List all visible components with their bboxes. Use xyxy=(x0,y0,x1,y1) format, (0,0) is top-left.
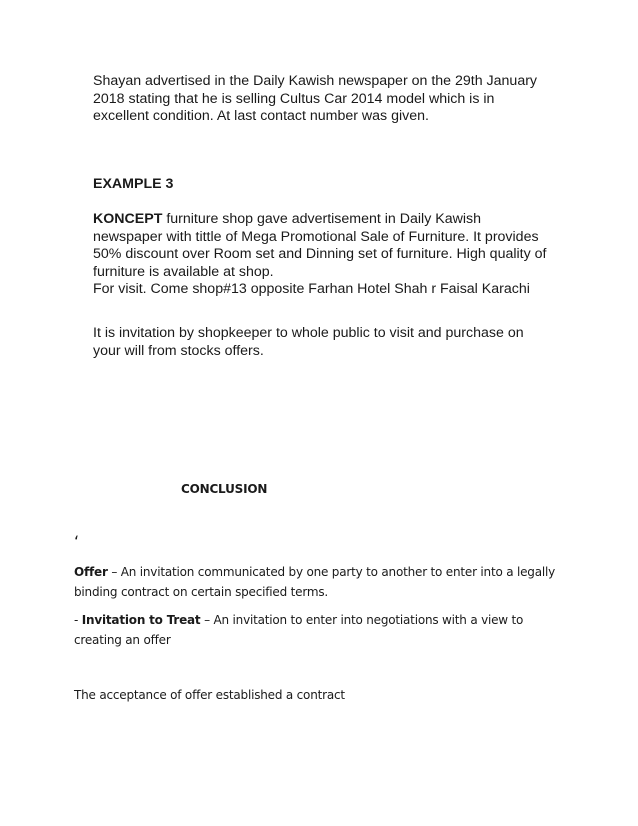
example-3-heading xyxy=(93,176,173,194)
text-line: For visit. Come shop#13 opposite Farhan Hotel Shah r Faisal Karachi xyxy=(93,281,530,297)
text-line: binding contract on certain specified terms. xyxy=(74,585,329,599)
text-line: It is invitation by shopkeeper to whole public to visit and purchase on xyxy=(93,325,524,341)
stray-quote-mark: ‘ xyxy=(74,532,79,551)
invitation-to-treat-term: Invitation to Treat xyxy=(81,613,201,627)
paragraph-shayan-advert xyxy=(93,73,537,126)
text-fragment: – An invitation to enter into negotiations with a view to xyxy=(200,613,524,627)
text-line xyxy=(74,562,555,582)
text-line: your will from stocks offers. xyxy=(93,342,264,359)
text-line: 50% discount over Room set and Dinning set of furniture. High quality of xyxy=(93,246,547,262)
heading-text: EXAMPLE 3 xyxy=(93,176,174,192)
offer-term: Offer xyxy=(74,565,108,579)
text-line xyxy=(74,610,523,630)
text-line xyxy=(93,211,546,229)
heading-text: CONCLUSION xyxy=(181,482,268,496)
conclusion-heading xyxy=(181,479,267,499)
dash-prefix: - xyxy=(74,613,82,627)
text-line: furniture is available at shop. xyxy=(93,263,274,280)
text-fragment: furniture shop gave advertisement in Daily Kawish xyxy=(162,211,481,227)
final-sentence: The acceptance of offer established a contract xyxy=(74,688,345,702)
koncept-bold: KONCEPT xyxy=(93,211,163,227)
text-line: newspaper with tittle of Mega Promotional Sale of Furniture. It provides xyxy=(93,228,539,245)
text-fragment: – An invitation communicated by one party to another to enter into a legally xyxy=(107,565,556,579)
invitation-to-treat-definition xyxy=(74,610,523,650)
text-line: 2018 stating that he is selling Cultus Car 2014 model which is in xyxy=(93,90,495,107)
text-line: excellent condition. At last contact number was given. xyxy=(93,108,429,124)
paragraph-invitation xyxy=(93,325,524,360)
offer-definition xyxy=(74,562,555,602)
text-line: Shayan advertised in the Daily Kawish newspaper on the 29th January xyxy=(93,73,538,89)
text-line: creating an offer xyxy=(74,633,171,647)
paragraph-koncept-advert xyxy=(93,211,546,299)
